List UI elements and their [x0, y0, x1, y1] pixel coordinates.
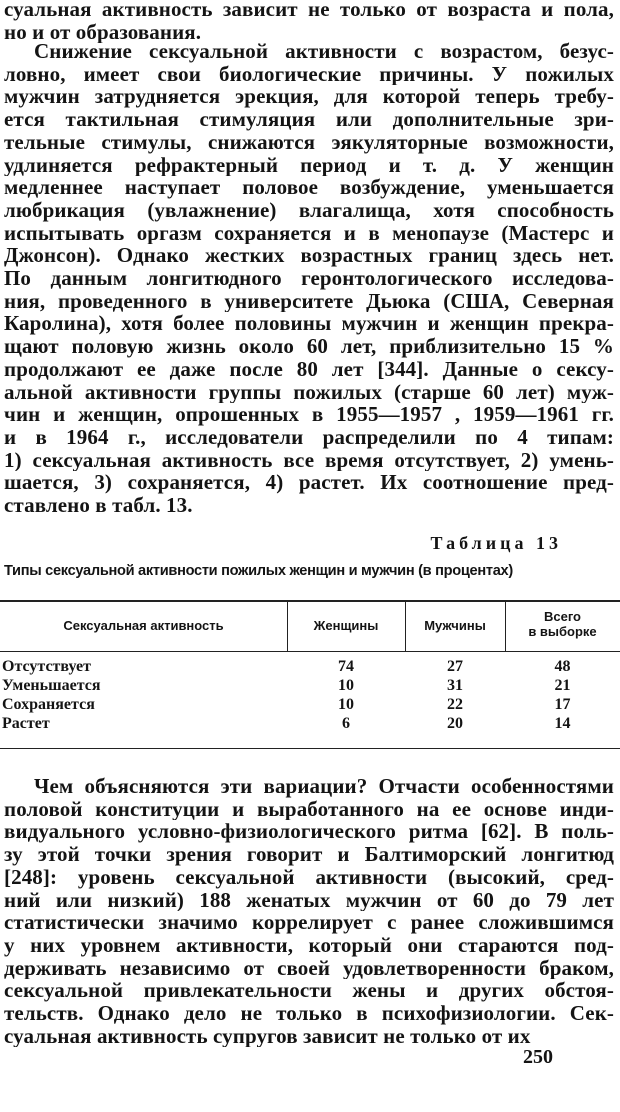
table-row — [0, 676, 620, 695]
text-line: По данным лонгитюдного геронтологического исследова- — [4, 267, 614, 290]
table-cell-women: 6 — [342, 715, 350, 732]
text-line: и в 1964 г., исследователи распределили по 4 типам: — [4, 425, 614, 449]
text-line: видуального условно-физиологического ритма [62]. В поль- — [4, 820, 614, 844]
table-cell-women: 74 — [338, 658, 354, 675]
text-line: альной активности группы пожилых (старше 60 лет) муж- — [4, 380, 614, 404]
text-line: тельств. Однако дело не только в психофизиологии. Сек- — [4, 1002, 614, 1025]
table-header-total — [505, 609, 620, 639]
table-cell-women: 10 — [338, 696, 354, 713]
paragraph-continuation — [4, 0, 614, 43]
text-line: статистически значимо коррелирует с ранее сложившимся — [4, 911, 614, 934]
text-line: мужчин затрудняется эрекция, для которой теперь требу- — [4, 85, 614, 109]
text-line: у них уровнем активности, который они стараются под- — [4, 933, 614, 957]
text-line: щают половую жизнь около 60 лет, приблизительно 15 % — [4, 335, 614, 358]
text-line: ставлено в табл. 13. — [4, 494, 193, 517]
table-cell-women: 10 — [338, 677, 354, 694]
text-line: тельные стимулы, снижаются эякуляторные возможности, — [4, 130, 614, 154]
table-cell-total: 17 — [554, 696, 571, 713]
table-cell-men: 31 — [447, 677, 463, 694]
table-caption: Типы сексуальной активности пожилых женщин и мужчин (в процентах) — [4, 563, 513, 579]
table-header-total-line1: Всего — [543, 609, 582, 624]
text-line: зу этой точки зрения говорит и Балтиморский лонгитюд — [4, 843, 614, 866]
text-line: суальная активность супругов зависит не только от их — [4, 1024, 531, 1048]
paragraph-age-decline — [4, 40, 614, 517]
table-cell-activity: Сохраняется — [2, 696, 95, 713]
text-line: продолжают ее даже после 80 лет [344]. Данные о сексу- — [4, 357, 614, 381]
table-cell-total: 14 — [554, 715, 571, 732]
table-cell-activity: Уменьшается — [2, 677, 101, 694]
table-header-women: Женщины — [313, 618, 379, 633]
table-cell-men: 20 — [447, 715, 463, 732]
text-line: половой конституции и выработанного на ее основе инди- — [4, 797, 614, 821]
text-line: ний или низкий) 188 женатых мужчин от 60 до 79 лет — [4, 888, 614, 912]
table-cell-total: 48 — [554, 658, 571, 675]
text-line: Чем объясняются эти вариации? Отчасти особенностями — [34, 775, 614, 798]
text-line: ловно, имеет свои биологические причины. У пожилых — [4, 62, 614, 86]
table-header-rule — [0, 651, 620, 652]
table-cell-men: 27 — [447, 658, 463, 675]
table-number: Таблица 13 — [430, 533, 562, 553]
table-row — [0, 657, 620, 676]
text-line: [248]: уровень сексуальной активности (высокий, сред- — [4, 865, 614, 889]
table-bottom-rule — [0, 748, 620, 749]
text-line: но и от образования. — [4, 20, 202, 44]
text-line: сексуальной привлекательности жены и других обстоя- — [4, 979, 614, 1003]
text-line: 1) сексуальная активность все время отсутствует, 2) умень- — [4, 448, 614, 472]
text-line: Снижение сексуальной активности с возрастом, безус- — [34, 40, 614, 63]
text-line: любрикация (увлажнение) влагалища, хотя способность — [4, 198, 614, 222]
table-cell-activity: Растет — [2, 715, 50, 732]
text-line: Каролина), хотя более половины мужчин и женщин прекра- — [4, 312, 614, 336]
paragraph-variations — [4, 775, 614, 1047]
text-line: ния, проведенного в университете Дьюка (США, Северная — [4, 289, 614, 313]
text-line: суальная активность зависит не только от возраста и пола, — [4, 0, 614, 21]
text-line: удлиняется рефрактерный период и т. д. У женщин — [4, 153, 614, 177]
text-line: держивать независимо от своей удовлетворенности браком, — [4, 956, 614, 980]
table-cell-men: 22 — [447, 696, 463, 713]
page-number: 250 — [523, 1046, 553, 1068]
text-line: чин и женщин, опрошенных в 1955—1957 , 1959—1961 гг. — [4, 403, 614, 426]
text-line: испытывать оргазм сохраняется и в менопаузе (Мастерс и — [4, 221, 614, 245]
table-header-total-line2: в выборке — [528, 624, 597, 639]
table-header-activity: Сексуальная активность — [63, 618, 224, 633]
text-line: шается, 3) сохраняется, 4) растет. Их соотношение пред- — [4, 471, 614, 495]
table-header-men: Мужчины — [424, 618, 486, 633]
table-cell-total: 21 — [554, 677, 571, 694]
table-row — [0, 695, 620, 714]
text-line: Джонсон). Однако жестких возрастных границ здесь нет. — [4, 244, 614, 268]
table-top-rule — [0, 600, 620, 602]
text-line: медленнее наступает половое возбуждение, уменьшается — [4, 176, 614, 199]
table-row — [0, 714, 620, 733]
text-line: ется тактильная стимуляция или дополнительные зри- — [4, 108, 614, 131]
table-cell-activity: Отсутствует — [2, 658, 91, 675]
